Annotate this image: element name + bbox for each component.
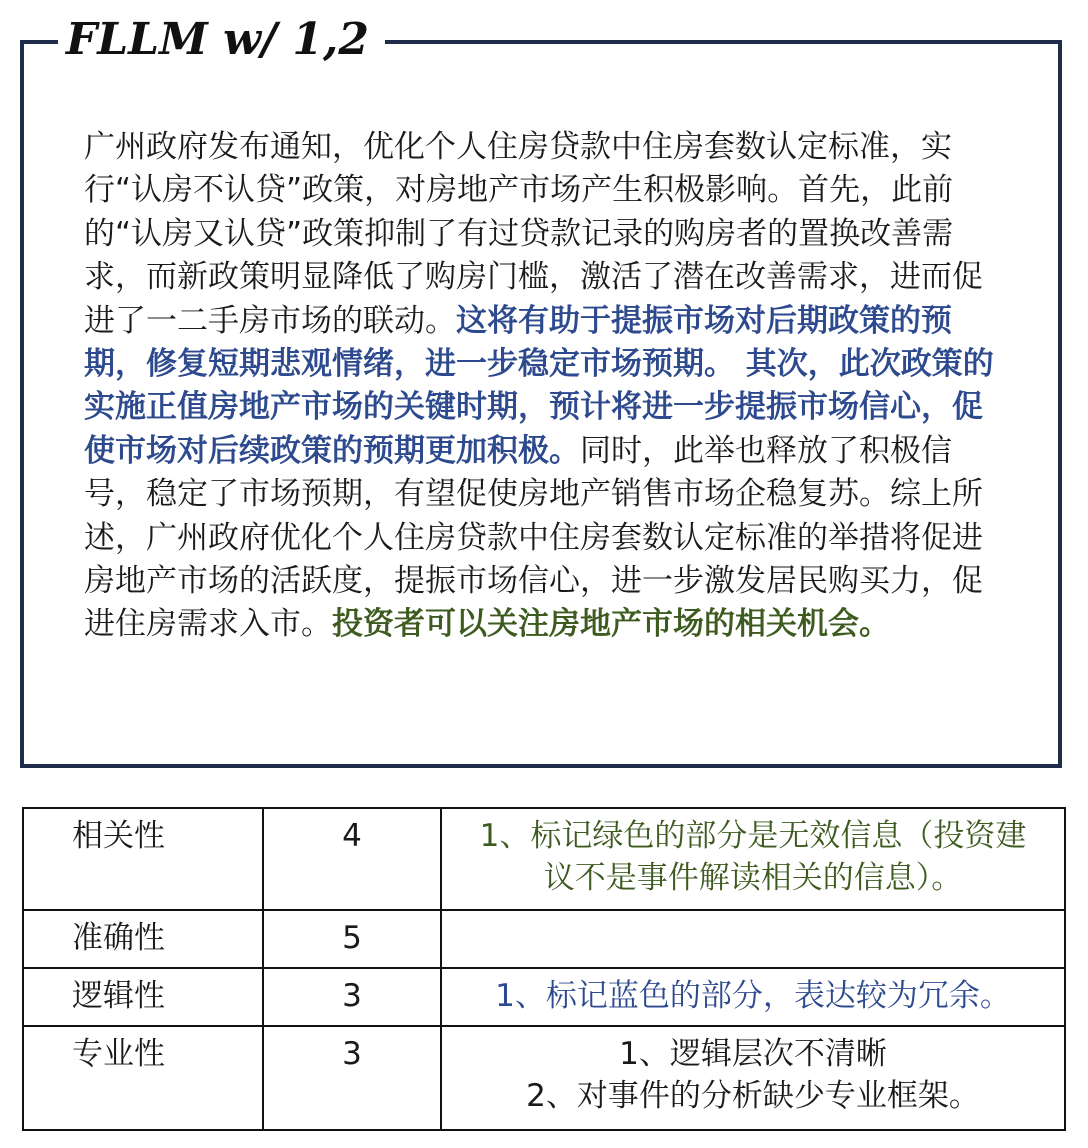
note-cell [441,808,1065,910]
note-line: 1、逻辑层次不清晰 [619,1036,887,1072]
criterion-cell: 专业性 [23,1026,263,1130]
note-line: 2、对事件的分析缺少专业框架。 [526,1078,980,1114]
evaluation-table [22,807,1066,1131]
paragraph-irrelevant-green: 投资者可以关注房地产市场的相关机会。 [332,606,890,643]
note-cell [441,968,1065,1026]
score-cell: 5 [263,910,441,968]
note-cell [441,1026,1065,1130]
paragraph-plain-1: 广州政府发布通知，优化个人住房贷款中住房套数认定标准，实行“认房不认贷”政策，对房地产市场产生积极影响。首先，此前的“认房又认贷”政策抑制了有过贷款记录的购房者的置换改善需求，而新政策明显降低了购房门槛，激活了潜在改善需求，进而促进了一二手房市场的联动。 [84,129,983,339]
panel-title: FLLM w/ 1,2 [58,12,385,68]
score-cell: 3 [263,1026,441,1130]
criterion-cell: 相关性 [23,808,263,910]
note-line: 议不是事件解读相关的信息）。 [543,860,963,896]
table-row [23,910,1065,968]
note-cell [441,910,1065,968]
table-row [23,808,1065,910]
answer-paragraph [84,126,1010,647]
score-cell: 3 [263,968,441,1026]
table-row [23,968,1065,1026]
score-cell: 4 [263,808,441,910]
note-line: 1、标记蓝色的部分，表达较为冗余。 [495,978,1011,1014]
criterion-cell: 准确性 [23,910,263,968]
paragraph-redundant-blue: 这将有助于提振市场对后期政策的预期，修复短期悲观情绪，进一步稳定市场预期。 其次，此次政策的实施正值房地产市场的关键时期，预计将进一步提振市场信心，促使市场对后续政策的预期更加积极。 [84,302,994,469]
table-row [23,1026,1065,1130]
note-line: 1、标记绿色的部分是无效信息（投资建 [479,818,1027,854]
criterion-cell: 逻辑性 [23,968,263,1026]
paragraph-plain-2: 同时，此举也释放了积极信号，稳定了市场预期，有望促使房地产销售市场企稳复苏。综上所述，广州政府优化个人住房贷款中住房套数认定标准的举措将促进房地产市场的活跃度，提振市场信心，进一步激发居民购买力，促进住房需求入市。 [84,432,983,643]
